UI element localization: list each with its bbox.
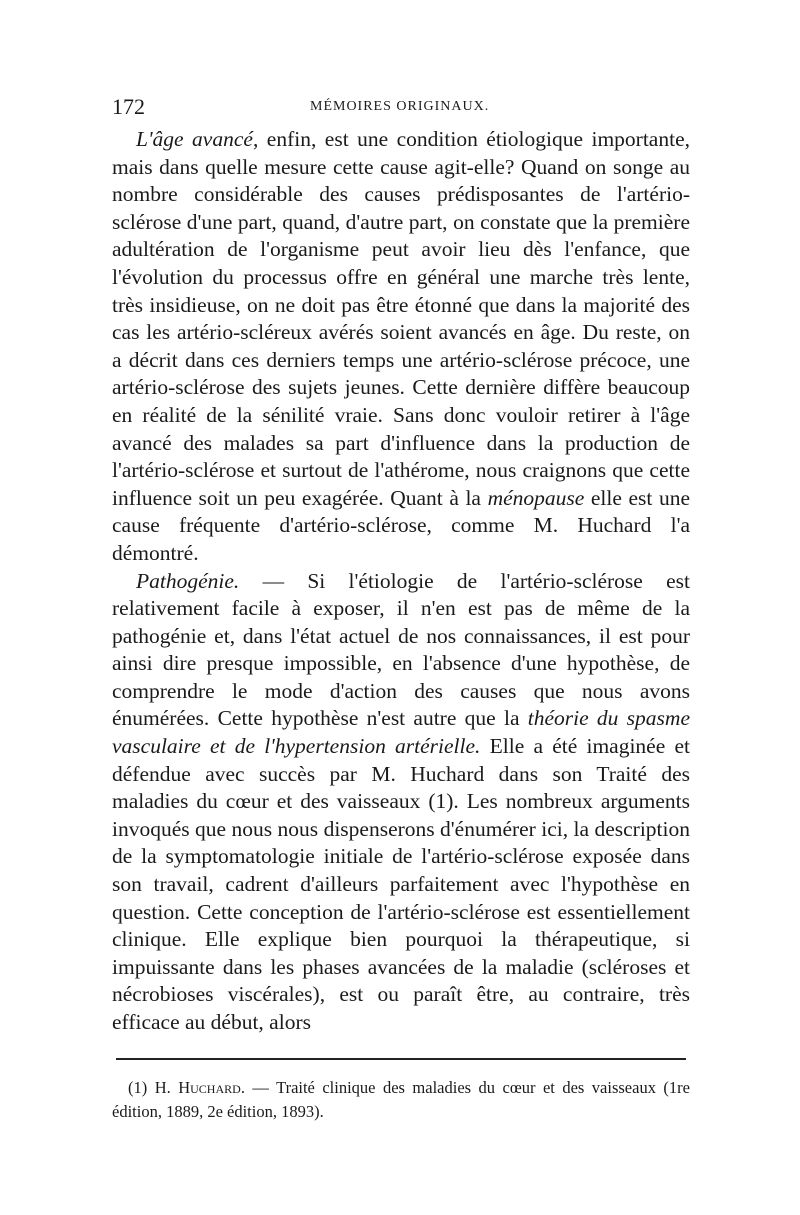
italic-menopause: ménopause (487, 485, 585, 510)
paragraph-age-text-b: elle est une cause fréquente d'artério-sclérose, comme M. Huchard l'a démontré. (112, 485, 690, 565)
italic-age-avance: L'âge avancé (136, 127, 253, 151)
paragraph-age (112, 126, 690, 568)
paragraph-age-text-a: , enfin, est une condition étiologique importante, mais dans quelle mesure cette cause agit-elle? Quand on songe au nombre considérable des causes prédisposantes de l'artério-sclérose d'une part, quand, d'autre part, on constate que la première adultération de l'organisme peut avoir lieu dès l'enfance, que l'évolution du processus offre en général une marche très lente, très insidieuse, on ne doit pas être étonné que dans la majorité des cas les artério-scléreux avérés soient avancés en âge. Du reste, on a décrit dans ces derniers temps une artério-sclérose précoce, une artério-sclérose des sujets jeunes. Cette dernière diffère beaucoup en réalité de la sénilité vraie. Sans donc vouloir retirer à l'âge avancé des malades sa part d'influence dans la production de l'artério-sclérose et surtout de l'athérome, nous craignons que cette influence soit un peu exagérée. Quant à la (112, 127, 690, 510)
footnote-marker: (1) H. (128, 1078, 179, 1097)
italic-pathogenie: Pathogénie. (136, 568, 240, 593)
footnote (112, 1076, 690, 1124)
footnote-divider (116, 1058, 686, 1060)
italic-theorie: théorie du spasme vasculaire et de l'hypertension artérielle. (112, 706, 690, 759)
page-number: 172 (112, 94, 145, 119)
paragraph-pathogenie-text-b: Elle a été imaginée et défendue avec succès par M. Huchard dans son Traité des maladies du cœur et des vaisseaux (1). Les nombreux arguments invoqués que nous nous dispenserons d'énumérer ici, la description de la symptomatologie initiale de l'artério-sclérose exposée dans son travail, cadrent d'ailleurs parfaitement avec l'hypothèse en question. Cette conception de l'artério-sclérose est essentiellement clinique. Elle explique bien pourquoi la thérapeutique, si impuissante dans les phases avancées de la maladie (scléroses et nécrobioses viscérales), est ou paraît être, au contraire, très efficace au début, alors (112, 734, 690, 1034)
running-title: MÉMOIRES ORIGINAUX. (310, 99, 490, 114)
footnote-author: Huchard (178, 1078, 241, 1097)
body-text (112, 126, 690, 1037)
footnote-text (112, 1076, 690, 1124)
paragraph-pathogenie (112, 568, 690, 1037)
footnote-body: . — Traité clinique des maladies du cœur et des vaisseaux (1re édition, 1889, 2e édition, 1893). (112, 1078, 690, 1121)
paragraph-pathogenie-text-a: — Si l'étiologie de l'artério-sclérose est relativement facile à exposer, il n'en est pas de même de la pathogénie et, dans l'état actuel de nos connaissances, il est pour ainsi dire presque impossible, en l'absence d'une hypothèse, de comprendre le mode d'action des causes que nous avons énumérées. Cette hypothèse n'est autre que la (112, 568, 690, 731)
page-header (112, 94, 690, 124)
